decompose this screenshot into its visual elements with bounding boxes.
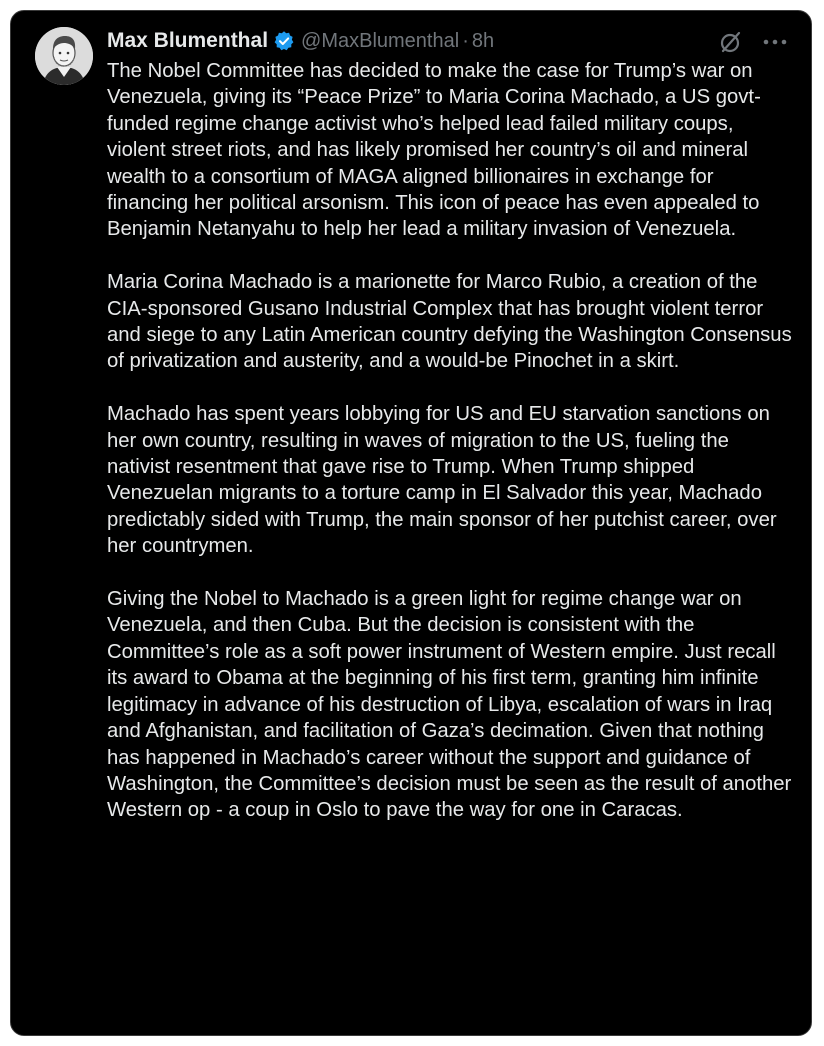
tweet-paragraph: Maria Corina Machado is a marionette for Marco Rubio, a creation of the CIA-sponsored Gusano Industrial Complex that has brought violent terror and siege to any Latin American country defying the Washington Consensus of privatization and austerity, and a would-be Pinochet in a skirt. — [107, 271, 792, 373]
tweet-paragraph: Giving the Nobel to Machado is a green light for regime change war on Venezuela, and then Cuba. But the decision is consistent with the Committee’s role as a soft power instrument of Western empire. Just recall its award to Obama at the beginning of his first term, granting him infinite legitimacy in advance of his destruction of Libya, escalation of wars in Iraq and Afghanistan, and facilitation of Gaza’s decimation. Given that nothing has happened in Machado’s career without the support and guidance of Washington, the Committee’s decision must be seen as the result of another Western op - a coup in Oslo to pave the way for one in Caracas. — [107, 588, 792, 822]
more-options-icon[interactable] — [761, 28, 789, 56]
grok-icon[interactable] — [718, 29, 744, 55]
header-separator: · — [462, 29, 469, 52]
tweet-paragraph: The Nobel Committee has decided to make the case for Trump’s war on Venezuela, giving its “Peace Prize” to Maria Corina Machado, a US govt-funded regime change activist who’s helped lead failed military coups, violent street riots, and has likely promised her country’s oil and mineral wealth to a consortium of MAGA aligned billionaires in exchange for financing her political arsonism. This icon of peace has even appealed to Benjamin Netanyahu to help her lead a military invasion of Venezuela. — [107, 60, 761, 241]
avatar[interactable] — [35, 27, 93, 85]
tweet-paragraph: Machado has spent years lobbying for US and EU starvation sanctions on her own country, resulting in waves of migration to the US, fueling the nativist resentment that gave rise to Trump. When Trump shipped Venezuelan migrants to a torture camp in El Salvador this year, Machado predictably sided with Trump, the main sponsor of her putchist career, over her countrymen. — [107, 403, 777, 558]
verified-badge-icon — [273, 30, 295, 52]
tweet-timestamp[interactable]: 8h — [471, 29, 495, 52]
tweet-header — [107, 25, 494, 57]
tweet-text — [107, 58, 797, 824]
tweet-card — [10, 10, 812, 1036]
author-handle[interactable]: @MaxBlumenthal — [301, 29, 460, 52]
author-display-name[interactable]: Max Blumenthal — [107, 29, 269, 52]
avatar-image — [35, 27, 93, 85]
